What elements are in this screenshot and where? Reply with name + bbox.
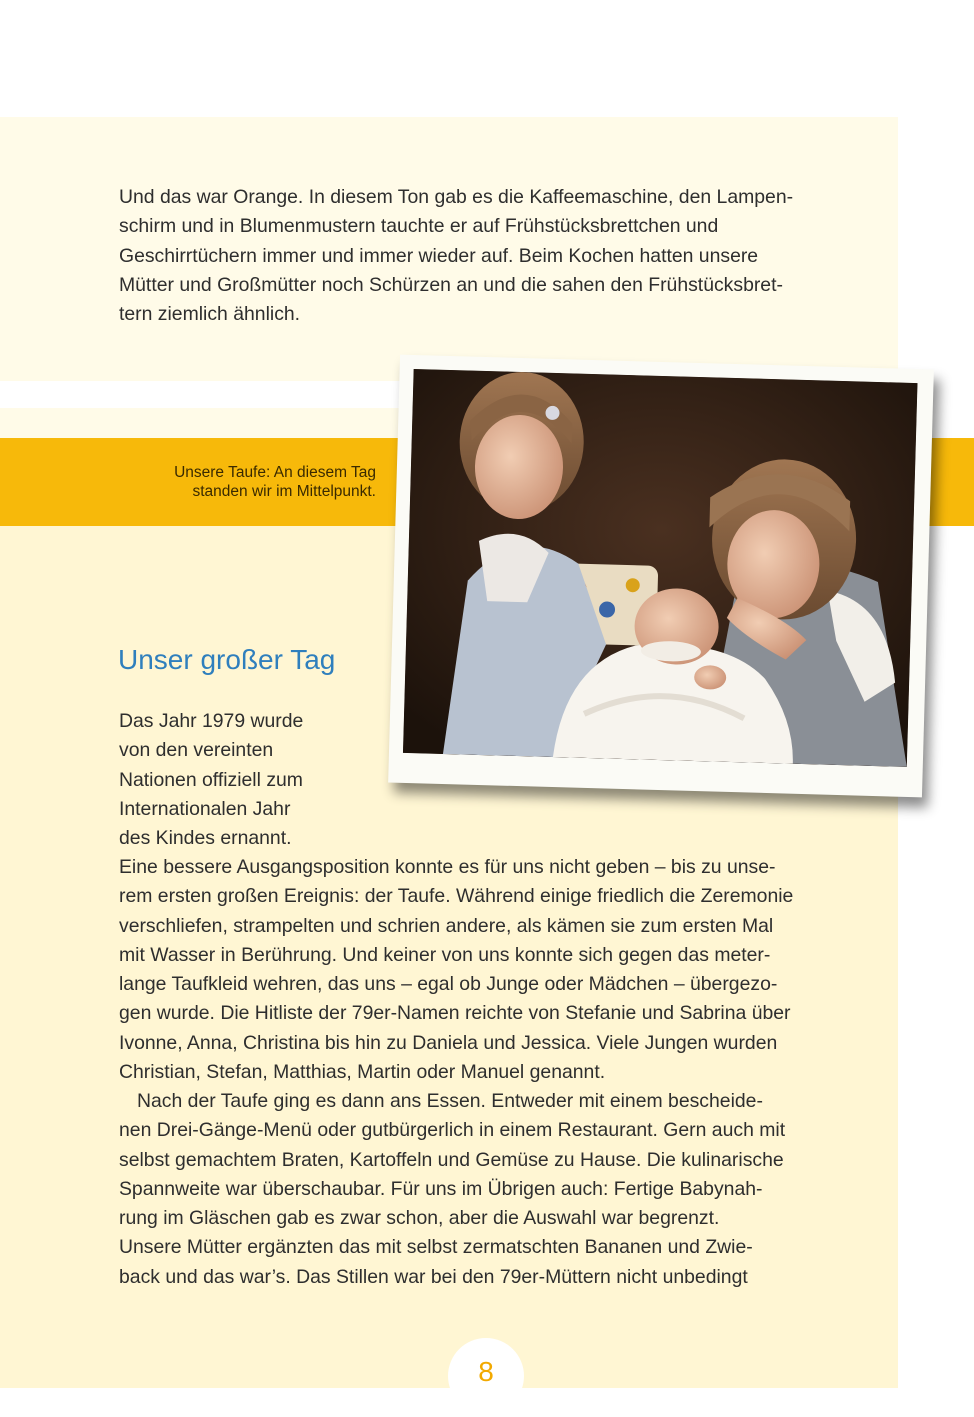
intro-line: Und das war Orange. In diesem Ton gab es die Kaffeemaschine, den Lampen- [119,186,794,208]
paragraph-line: Ivonne, Anna, Christina bis hin zu Daniela und Jessica. Viele Jungen wurden [119,1031,778,1054]
lead-line: des Kindes ernannt. [119,827,292,850]
paragraph-line: Spannweite war überschaubar. Für uns im Übrigen auch: Fertige Babynah- [119,1177,763,1200]
paragraph-line: nen Drei-Gänge-Menü oder gutbürgerlich in einem Restaurant. Gern auch mit [119,1119,786,1142]
caption-line: standen wir im Mittelpunkt. [192,483,376,500]
photo-caption [140,463,376,501]
lead-line: Internationalen Jahr [119,797,291,820]
intro-line: tern ziemlich ähnlich. [119,303,301,326]
paragraph-line: rung im Gläschen gab es zwar schon, aber die Auswahl war begrenzt. [119,1207,720,1230]
paragraph-line: Unsere Mütter ergänzten das mit selbst zermatschten Bananen und Zwie- [119,1236,753,1259]
caption-line: Unsere Taufe: An diesem Tag [174,464,376,481]
paragraph-line: back und das war’s. Das Stillen war bei den 79er-Müttern nicht unbedingt [119,1265,748,1288]
lead-paragraph [119,707,379,853]
lead-line: Nationen offiziell zum [119,768,303,791]
paragraph-2 [119,1087,859,1292]
paragraph-line: lange Taufkleid wehren, das uns – egal ob Junge oder Mädchen – übergezo- [119,973,778,996]
paragraph-line: mit Wasser in Berührung. Und keiner von uns konnte sich gegen das meter- [119,943,771,966]
intro-line: Mütter und Großmütter noch Schürzen an und die sahen den Frühstücksbret- [119,273,783,296]
photo-illustration [403,369,918,767]
page-number: 8 [478,1356,494,1387]
paragraph-1 [119,853,859,1087]
photo-frame [388,355,934,798]
christening-photo [403,369,918,767]
lead-line: von den vereinten [119,739,274,762]
paragraph-line: Eine bessere Ausgangsposition konnte es für uns nicht geben – bis zu unse- [119,856,776,878]
paragraph-line: rem ersten großen Ereignis: der Taufe. Während einige friedlich die Zeremonie [119,885,794,908]
intro-paragraph [119,183,859,329]
paragraph-line: verschliefen, strampelten und schrien andere, als kämen sie zum ersten Mal [119,914,774,937]
lead-line: Das Jahr 1979 wurde [119,710,304,732]
paragraph-line: selbst gemachtem Braten, Kartoffeln und Gemüse zu Hause. Die kulinarische [119,1148,784,1171]
paragraph-line: gen wurde. Die Hitliste der 79er-Namen reichte von Stefanie und Sabrina über [119,1002,791,1025]
intro-line: schirm und in Blumenmustern tauchte er auf Frühstücksbrettchen und [119,215,719,238]
intro-line: Geschirrtüchern immer und immer wieder auf. Beim Kochen hatten unsere [119,244,759,267]
paragraph-line: Christian, Stefan, Matthias, Martin oder Manuel genannt. [119,1061,606,1084]
paragraph-line: Nach der Taufe ging es dann ans Essen. Entweder mit einem bescheide- [137,1090,763,1112]
section-title: Unser großer Tag [118,644,336,675]
